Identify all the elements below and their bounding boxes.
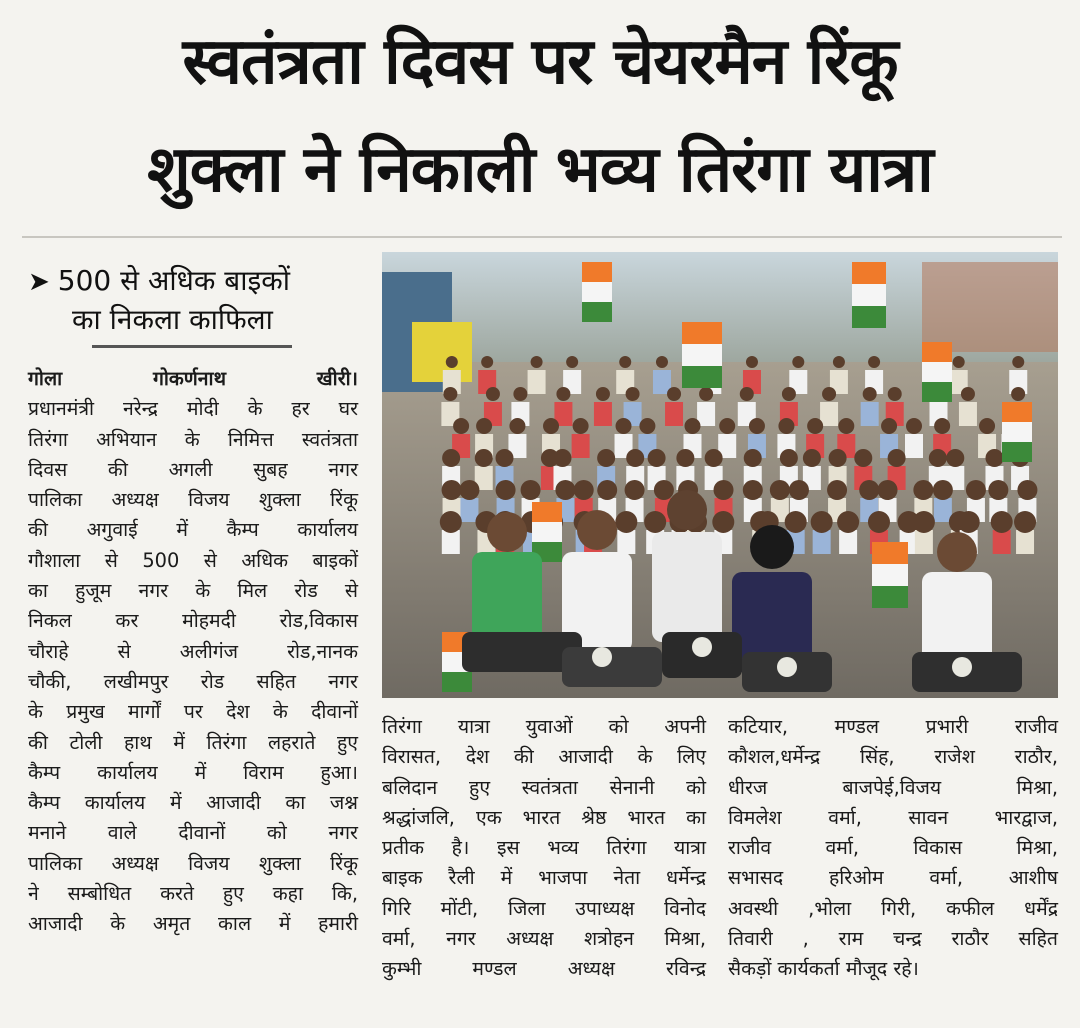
text-line: प्रतीक है। इस भव्य तिरंगा यात्रा <box>382 836 706 860</box>
subheadline-line-2: का निकला काफिला <box>72 303 273 336</box>
headline-line-1: स्वतंत्रता दिवस पर चेयरमैन रिंकू <box>182 25 898 99</box>
text-line: तिरंगा अभियान के निमित्त स्वतंत्रता <box>28 427 358 451</box>
text-line: बाइक रैली में भाजपा नेता धर्मेन्द्र <box>382 866 706 890</box>
text-line: विरासत, देश की आजादी के लिए <box>382 745 706 769</box>
text-line: वर्मा, नगर अध्यक्ष शत्रोहन मिश्रा, <box>382 927 706 951</box>
text-line: गिरि मोंटी, जिला उपाध्यक्ष विनोद <box>382 896 706 920</box>
article-column-3 <box>728 712 1058 985</box>
text-line: चौराहे से अलीगंज रोड,नानक <box>28 639 358 663</box>
text-line: श्रद्धांजलि, एक भारत श्रेष्ठ भारत का <box>382 805 706 829</box>
text-line: धीरज बाजपेई,विजय मिश्रा, <box>728 775 1058 799</box>
article-column-1 <box>28 364 358 940</box>
text-line: तिवारी , राम चन्द्र राठौर सहित <box>728 927 1058 951</box>
text-line: कैम्प कार्यालय में विराम हुआ। <box>28 760 358 784</box>
text-line: मनाने वाले दीवानों को नगर <box>28 821 358 845</box>
article-column-2 <box>382 712 706 985</box>
dateline: गोला गोकर्णनाथ खीरी। <box>28 367 358 390</box>
text-line: कौशल,धर्मेन्द्र सिंह, राजेश राठौर, <box>728 745 1058 769</box>
text-line: का हुजूम नगर के मिल रोड से <box>28 579 358 603</box>
text-line: निकल कर मोहमदी रोड,विकास <box>28 609 358 633</box>
text-line: के प्रमुख मार्गों पर देश के दीवानों <box>28 700 358 724</box>
text-line: विमलेश वर्मा, सावन भारद्वाज, <box>728 805 1058 829</box>
subheadline-line-1: ➤ 500 से अधिक बाइकों <box>28 264 290 297</box>
text-line: सैकड़ों कार्यकर्ता मौजूद रहे। <box>728 957 919 981</box>
text-line: पालिका अध्यक्ष विजय शुक्ला रिंकू <box>28 851 358 875</box>
subheadline-underline <box>92 345 292 348</box>
subheadline <box>28 262 368 339</box>
headline-line-2: शुक्ला ने निकाली भव्य तिरंगा यात्रा <box>147 133 933 207</box>
text-line: राजीव वर्मा, विकास मिश्रा, <box>728 836 1058 860</box>
text-line: कैम्प कार्यालय में आजादी का जश्न <box>28 791 358 815</box>
arrow-icon: ➤ <box>28 267 50 297</box>
text-line: ने सम्बोधित करते हुए कहा कि, <box>28 882 358 906</box>
divider <box>22 236 1062 238</box>
text-line: बलिदान हुए स्वतंत्रता सेनानी को <box>382 775 706 799</box>
text-line: की अगुवाई में कैम्प कार्यालय <box>28 518 358 542</box>
text-line: कटियार, मण्डल प्रभारी राजीव <box>728 715 1058 738</box>
text-line: चौकी, लखीमपुर रोड सहित नगर <box>28 669 358 693</box>
text-line: तिरंगा यात्रा युवाओं को अपनी <box>382 715 706 738</box>
text-line: कुम्भी मण्डल अध्यक्ष रविन्द्र <box>382 957 706 981</box>
text-line: सभासद हरिओम वर्मा, आशीष <box>728 866 1058 890</box>
text-line: दिवस की अगली सुबह नगर <box>28 457 358 481</box>
rally-photo <box>382 252 1058 698</box>
text-line: आजादी के अमृत काल में हमारी <box>28 912 358 936</box>
text-line: अवस्थी ,भोला गिरी, कफील धर्मेंद्र <box>728 896 1058 920</box>
text-line: गौशाला से 500 से अधिक बाइकों <box>28 548 358 572</box>
text-line: की टोली हाथ में तिरंगा लहराते हुए <box>28 730 358 754</box>
text-line: पालिका अध्यक्ष विजय शुक्ला रिंकू <box>28 488 358 512</box>
text-line: प्रधानमंत्री नरेन्द्र मोदी के हर घर <box>28 397 358 421</box>
headline <box>10 8 1070 224</box>
